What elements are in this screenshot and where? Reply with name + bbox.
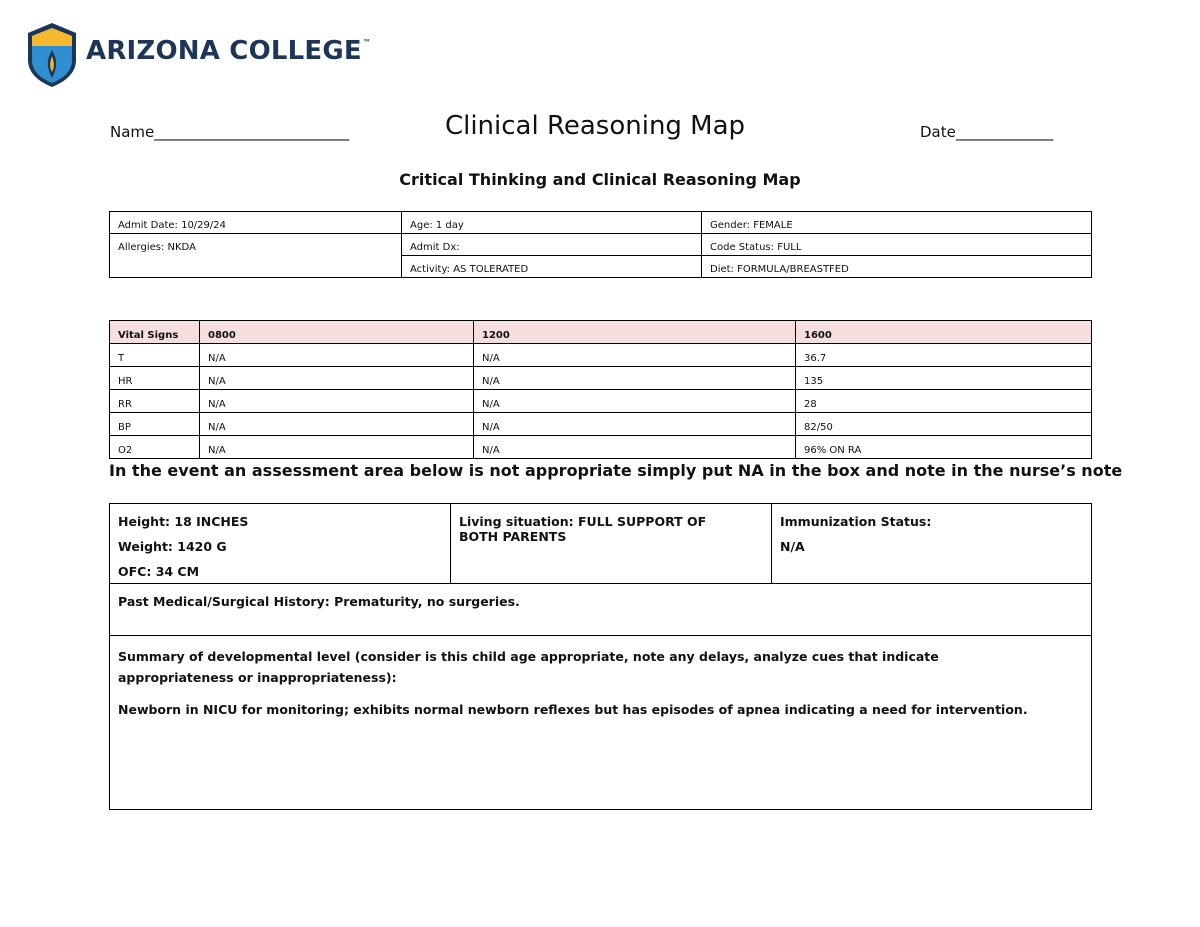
activity-cell: Activity: AS TOLERATED xyxy=(402,256,702,278)
dev-summary-label: Summary of developmental level (consider is this child age appropriate, note any delays, analyze cues that indicate appropriateness or inappropriateness): xyxy=(118,649,939,685)
vitals-header-row xyxy=(110,321,1092,344)
vital-value: N/A xyxy=(474,413,796,436)
height-value: Height: 18 INCHES xyxy=(118,514,249,529)
dev-summary-text: Newborn in NICU for monitoring; exhibits normal newborn reflexes but has episodes of apnea indicating a need for intervention. xyxy=(118,702,1028,717)
table-row xyxy=(110,584,1092,636)
vitals-row xyxy=(110,436,1092,459)
vital-label: RR xyxy=(110,390,200,413)
vital-value: 135 xyxy=(796,367,1092,390)
vital-value: N/A xyxy=(474,344,796,367)
table-row xyxy=(110,504,1092,584)
developmental-summary-cell xyxy=(110,636,1092,810)
diet-cell: Diet: FORMULA/BREASTFED xyxy=(702,256,1092,278)
vital-value: N/A xyxy=(200,436,474,459)
vitals-header-cell: 0800 xyxy=(200,321,474,344)
vital-value: N/A xyxy=(200,390,474,413)
vital-value: N/A xyxy=(200,344,474,367)
admit-dx-cell: Admit Dx: xyxy=(402,234,702,256)
age-cell: Age: 1 day xyxy=(402,212,702,234)
vital-value: N/A xyxy=(200,413,474,436)
table-row xyxy=(110,234,1092,256)
assessment-instruction: In the event an assessment area below is not appropriate simply put NA in the box and note in the nurse’s note xyxy=(109,461,1123,480)
gender-cell: Gender: FEMALE xyxy=(702,212,1092,234)
vitals-header-cell: Vital Signs xyxy=(110,321,200,344)
vital-value: 96% ON RA xyxy=(796,436,1092,459)
measurements-cell xyxy=(110,504,451,584)
vital-value: 82/50 xyxy=(796,413,1092,436)
living-situation-value: Living situation: FULL SUPPORT OF BOTH PARENTS xyxy=(459,514,707,544)
code-status-cell: Code Status: FULL xyxy=(702,234,1092,256)
vitals-header-cell: 1600 xyxy=(796,321,1092,344)
immunization-value: N/A xyxy=(780,539,805,554)
vitals-row xyxy=(110,367,1092,390)
admit-date-cell: Admit Date: 10/29/24 xyxy=(110,212,402,234)
living-situation-cell xyxy=(451,504,772,584)
shield-icon xyxy=(26,22,78,88)
ofc-value: OFC: 34 CM xyxy=(118,564,200,579)
page-title: Clinical Reasoning Map xyxy=(444,111,746,141)
vital-label: T xyxy=(110,344,200,367)
vitals-header-cell: 1200 xyxy=(474,321,796,344)
college-logo xyxy=(26,22,386,88)
vitals-row xyxy=(110,344,1092,367)
college-name: ARIZONA COLLEGE™ xyxy=(86,36,372,66)
vital-value: 36.7 xyxy=(796,344,1092,367)
allergies-cell: Allergies: NKDA xyxy=(110,234,402,278)
vital-label: HR xyxy=(110,367,200,390)
vital-value: 28 xyxy=(796,390,1092,413)
date-field: Date_____________ xyxy=(920,123,1054,141)
patient-info-table xyxy=(109,211,1092,278)
table-row xyxy=(110,636,1092,810)
assessment-table xyxy=(109,503,1092,810)
name-field: Name__________________________ xyxy=(110,123,350,141)
vitals-row xyxy=(110,390,1092,413)
vital-value: N/A xyxy=(474,367,796,390)
vital-label: BP xyxy=(110,413,200,436)
vital-value: N/A xyxy=(200,367,474,390)
table-row xyxy=(110,212,1092,234)
vital-value: N/A xyxy=(474,436,796,459)
immunization-cell xyxy=(772,504,1092,584)
vital-signs-table xyxy=(109,320,1092,459)
immunization-label: Immunization Status: xyxy=(780,514,932,529)
vitals-row xyxy=(110,413,1092,436)
vital-value: N/A xyxy=(474,390,796,413)
vital-label: O2 xyxy=(110,436,200,459)
weight-value: Weight: 1420 G xyxy=(118,539,227,554)
page-subtitle: Critical Thinking and Clinical Reasoning Map xyxy=(399,170,801,189)
past-history-cell: Past Medical/Surgical History: Prematurity, no surgeries. xyxy=(110,584,1092,636)
